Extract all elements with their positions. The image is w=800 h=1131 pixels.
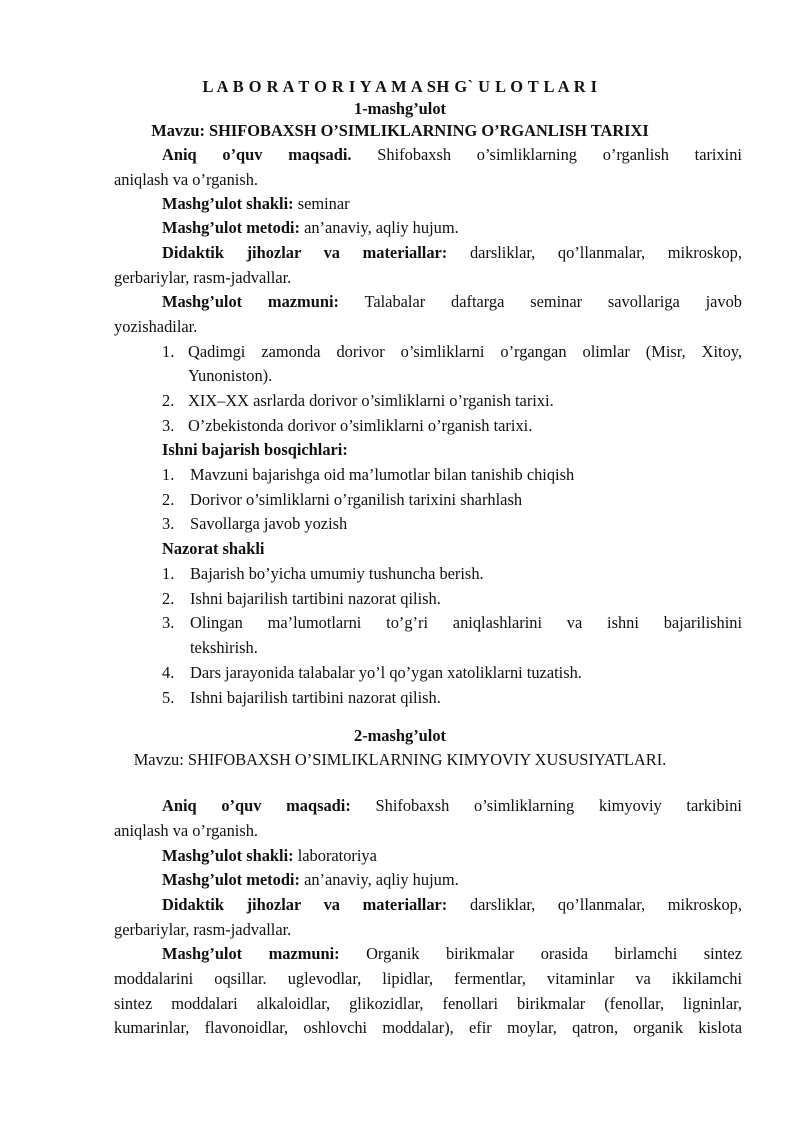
control-text: Dars jarayonida talabalar yo’l qo’ygan xatoliklarni tuzatish. [190, 663, 582, 682]
control-number: 2. [162, 589, 175, 608]
control-text: Olingan ma’lumotlarni to’g’ri aniqlashlarini va ishni bajarilishini [190, 613, 742, 632]
lesson2-materials-text: darsliklar, qo’llanmalar, mikroskop, [469, 895, 742, 914]
control-text: Ishni bajarilish tartibini nazorat qilish. [190, 589, 441, 608]
lesson1-number-title: 1-mashg’ulot [354, 99, 446, 118]
step-number: 1. [162, 465, 175, 484]
lesson2-materials [162, 895, 742, 915]
lesson1-method-value: an’anaviy, aqliy hujum. [304, 218, 459, 237]
step-number: 3. [162, 514, 175, 533]
document-title: L A B O R A T O R I Y A M A SH G` U L O T L A R I [202, 77, 598, 96]
lesson2-goal-paragraph [162, 796, 742, 816]
question-number: 2. [162, 391, 175, 410]
lesson2-content-label: Mashg’ulot mazmuni: [162, 944, 340, 963]
lesson1-content [162, 292, 742, 312]
lesson1-goal-paragraph [162, 145, 742, 165]
lesson2-goal-text: Shifobaxsh o’simliklarning kimyoviy tarkibini [375, 796, 742, 815]
lesson2-content-text: Organik birikmalar orasida birlamchi sintez [366, 944, 742, 963]
lesson2-topic: Mavzu: SHIFOBAXSH O’SIMLIKLARNING KIMYOVIY XUSUSIYATLARI. [133, 750, 667, 769]
lesson2-content [162, 944, 742, 964]
question-text: Qadimgi zamonda dorivor o’simliklarni o’rgangan olimlar (Misr, Xitoy, [188, 342, 742, 361]
control-number: 3. [162, 613, 175, 632]
control-number: 5. [162, 688, 175, 707]
control-text: Bajarish bo’yicha umumiy tushuncha berish. [190, 564, 484, 583]
lesson2-number-title: 2-mashg’ulot [354, 726, 446, 745]
control-number: 1. [162, 564, 175, 583]
lesson2-form-label: Mashg’ulot shakli: [162, 846, 294, 865]
step-number: 2. [162, 490, 175, 509]
lesson2-form [162, 846, 377, 866]
lesson1-goal-text-cont: aniqlash va o’rganish. [114, 170, 258, 189]
lesson1-materials-text: darsliklar, qo’llanmalar, mikroskop, [469, 243, 742, 262]
lesson2-materials-cont: gerbariylar, rasm-jadvallar. [114, 920, 292, 939]
lesson2-goal-label: Aniq o’quv maqsadi: [162, 796, 351, 815]
lesson1-method-label: Mashg’ulot metodi: [162, 218, 300, 237]
lesson1-materials [162, 243, 742, 263]
control-text: Ishni bajarilish tartibini nazorat qilish. [190, 688, 441, 707]
lesson2-materials-label: Didaktik jihozlar va materiallar: [162, 895, 448, 914]
question-text: O’zbekistonda dorivor o’simliklarni o’rganish tarixi. [188, 416, 533, 435]
lesson1-goal-text: Shifobaxsh o’simliklarning o’rganlish tarixini [377, 145, 742, 164]
question-text: XIX–XX asrlarda dorivor o’simliklarni o’rganish tarixi. [188, 391, 554, 410]
control-heading: Nazorat shakli [162, 539, 265, 558]
lesson1-content-text: Talabalar daftarga seminar savollariga javob [364, 292, 743, 311]
lesson1-materials-cont: gerbariylar, rasm-jadvallar. [114, 268, 292, 287]
lesson1-form-label: Mashg’ulot shakli: [162, 194, 294, 213]
control-text-cont: tekshirish. [190, 638, 258, 657]
question-text-cont: Yunoniston). [188, 366, 273, 385]
lesson1-method [162, 218, 459, 238]
step-text: Mavzuni bajarishga oid ma’lumotlar bilan tanishib chiqish [190, 465, 575, 484]
control-number: 4. [162, 663, 175, 682]
question-number: 1. [162, 342, 175, 361]
steps-heading: Ishni bajarish bosqichlari: [162, 440, 348, 459]
lesson1-form-value: seminar [297, 194, 350, 213]
lesson1-goal-label: Aniq o’quv maqsadi. [162, 145, 352, 164]
lesson2-method-label: Mashg’ulot metodi: [162, 870, 300, 889]
lesson2-content-line: moddalarini oqsillar. uglevodlar, lipidlar, fermentlar, vitaminlar va ikkilamchi [114, 969, 742, 988]
lesson1-content-cont: yozishadilar. [114, 317, 198, 336]
lesson1-form [162, 194, 350, 214]
lesson2-method [162, 870, 459, 890]
question-number: 3. [162, 416, 175, 435]
lesson1-materials-label: Didaktik jihozlar va materiallar: [162, 243, 448, 262]
lesson2-method-value: an’anaviy, aqliy hujum. [304, 870, 459, 889]
lesson2-content-line: sintez moddalari alkaloidlar, glikozidlar, fenollari birikmalar (fenollar, ligninlar, [114, 994, 742, 1013]
step-text: Dorivor o’simliklarni o’rganilish tarixini sharhlash [190, 490, 523, 509]
lesson1-content-label: Mashg’ulot mazmuni: [162, 292, 339, 311]
lesson1-topic: Mavzu: SHIFOBAXSH O’SIMLIKLARNING O’RGANLISH TARIXI [151, 121, 649, 140]
lesson2-goal-text-cont: aniqlash va o’rganish. [114, 821, 258, 840]
step-text: Savollarga javob yozish [190, 514, 348, 533]
lesson2-content-line: kumarinlar, flavonoidlar, oshlovchi moddalar), efir moylar, qatron, organik kislota [114, 1018, 742, 1037]
lesson2-form-value: laboratoriya [297, 846, 377, 865]
